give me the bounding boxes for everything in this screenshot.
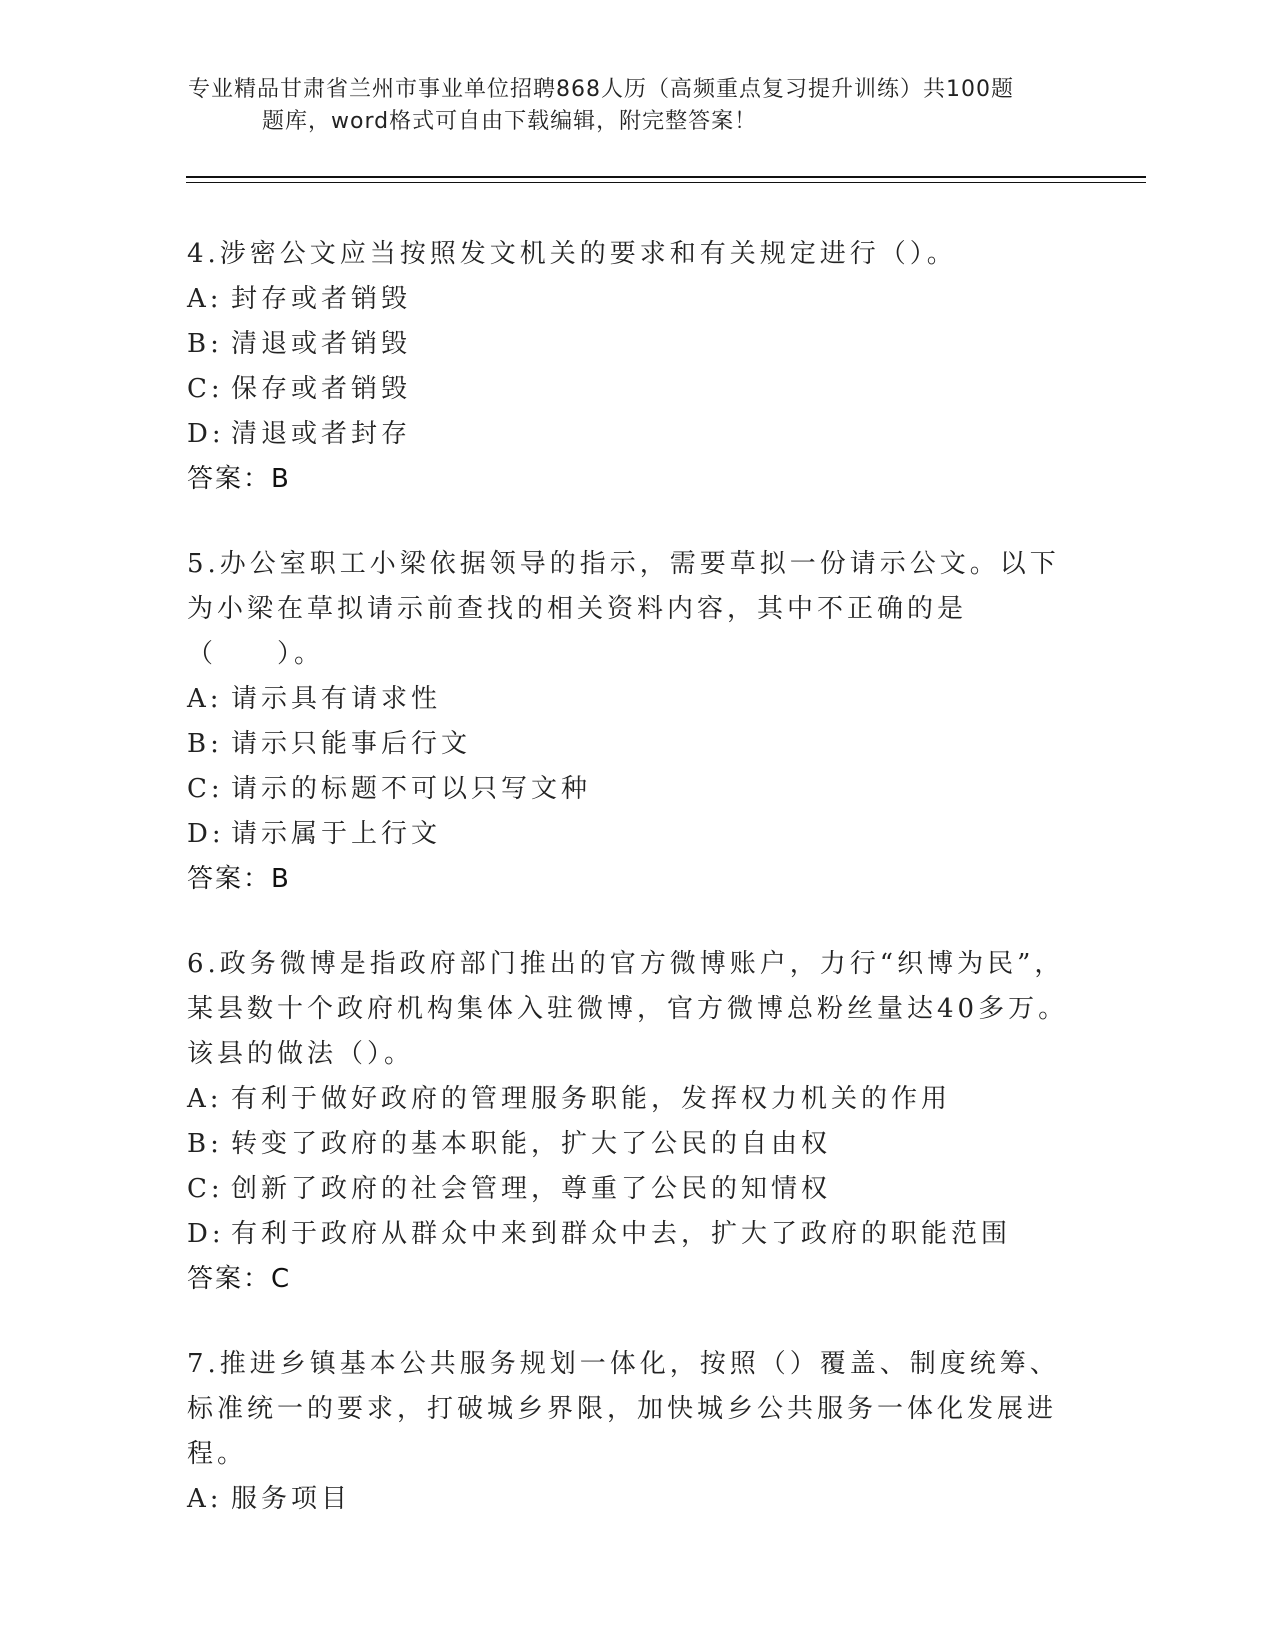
option-text: 请示具有请求性 — [231, 684, 442, 714]
header-title-line-2: 题库，word格式可自由下载编辑，附完整答案！ — [262, 109, 758, 134]
option-text: 清退或者销毁 — [231, 329, 412, 359]
option-key: A: — [187, 684, 223, 714]
option-text: 服务项目 — [231, 1484, 352, 1514]
option-key: D: — [187, 819, 225, 849]
option-b — [187, 1122, 1087, 1167]
document-header — [0, 74, 1275, 138]
option-a — [187, 677, 1087, 722]
option-key: D: — [187, 1219, 225, 1249]
option-key: B: — [187, 729, 223, 759]
option-text: 清退或者封存 — [231, 419, 412, 449]
question-text: 4.涉密公文应当按照发文机关的要求和有关规定进行（）。 — [187, 239, 957, 269]
question-text: 7.推进乡镇基本公共服务规划一体化，按照（）覆盖、制度统筹、标准统一的要求，打破城乡界限，加快城乡公共服务一体化发展进程。 — [187, 1349, 1060, 1469]
question-block — [187, 1342, 1087, 1522]
option-c — [187, 767, 1087, 812]
question-text: 5.办公室职工小梁依据领导的指示，需要草拟一份请示公文。以下为小梁在草拟请示前查找的相关资料内容，其中不正确的是（ ）。 — [187, 549, 1060, 669]
option-key: C: — [187, 774, 224, 804]
option-text: 请示的标题不可以只写文种 — [231, 774, 592, 804]
question-block — [187, 942, 1087, 1302]
option-text: 封存或者销毁 — [231, 284, 412, 314]
question-list — [187, 232, 1087, 1562]
option-key: A: — [187, 1084, 223, 1114]
option-key: A: — [187, 284, 223, 314]
option-text: 请示属于上行文 — [231, 819, 442, 849]
header-title-line-1: 专业精品甘肃省兰州市事业单位招聘868人历（高频重点复习提升训练）共100题 — [188, 77, 1014, 102]
option-c — [187, 367, 1087, 412]
answer-line: 答案：B — [187, 464, 291, 494]
option-text: 有利于政府从群众中来到群众中去，扩大了政府的职能范围 — [231, 1219, 1012, 1249]
option-key: B: — [187, 1129, 223, 1159]
option-b — [187, 322, 1087, 367]
answer-line: 答案：C — [187, 1264, 292, 1294]
option-key: B: — [187, 329, 223, 359]
option-text: 保存或者销毁 — [231, 374, 412, 404]
header-divider-thin — [186, 182, 1146, 183]
question-block — [187, 542, 1087, 902]
option-a — [187, 1477, 1087, 1522]
option-a — [187, 277, 1087, 322]
option-a — [187, 1077, 1087, 1122]
question-block — [187, 232, 1087, 502]
header-divider-thick — [186, 176, 1146, 178]
option-key: A: — [187, 1484, 223, 1514]
option-text: 创新了政府的社会管理，尊重了公民的知情权 — [231, 1174, 832, 1204]
option-d — [187, 412, 1087, 457]
option-c — [187, 1167, 1087, 1212]
answer-line: 答案：B — [187, 864, 291, 894]
option-b — [187, 722, 1087, 767]
option-key: C: — [187, 1174, 224, 1204]
option-key: C: — [187, 374, 224, 404]
option-text: 转变了政府的基本职能，扩大了公民的自由权 — [231, 1129, 832, 1159]
option-d — [187, 1212, 1087, 1257]
option-text: 请示只能事后行文 — [231, 729, 472, 759]
option-key: D: — [187, 419, 225, 449]
option-text: 有利于做好政府的管理服务职能，发挥权力机关的作用 — [231, 1084, 952, 1114]
question-text: 6.政务微博是指政府部门推出的官方微博账户，力行“织博为民”，某县数十个政府机构集体入驻微博，官方微博总粉丝量达40多万。该县的做法（）。 — [187, 949, 1069, 1069]
option-d — [187, 812, 1087, 857]
